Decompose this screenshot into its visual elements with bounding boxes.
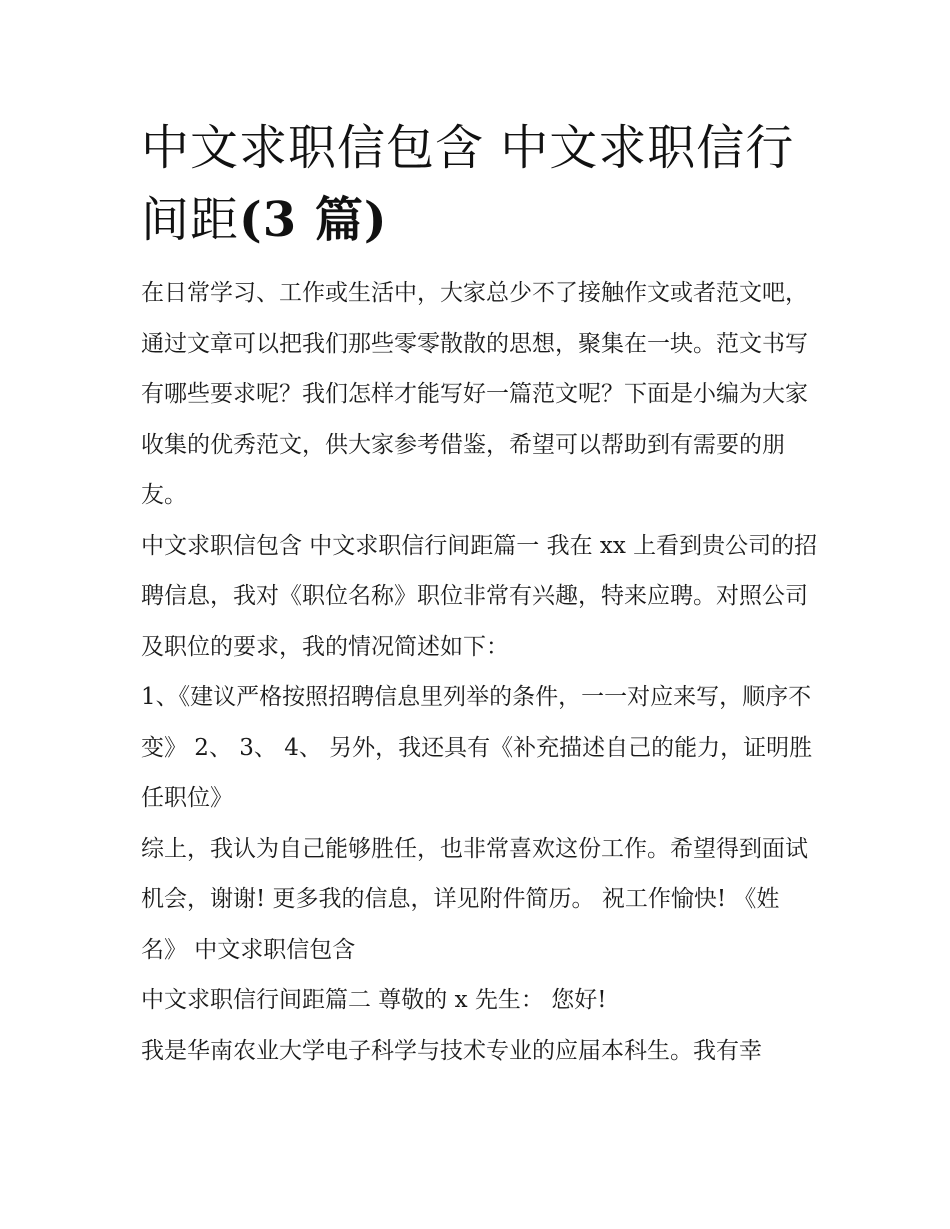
- document-content: [141, 112, 821, 1076]
- paragraph-qualifications: 1、《建议严格按照招聘信息里列举的条件，一一对应来写，顺序不变》 2、 3、 4、 另外，我还具有《补充描述自己的能力，证明胜任职位》: [141, 684, 813, 811]
- document-title: [141, 112, 821, 256]
- document-body: [141, 268, 821, 1076]
- paragraph-letter-two-greeting: 中文求职信行间距篇二 尊敬的 x 先生： 您好!: [141, 987, 607, 1013]
- paragraph-intro: 在日常学习、工作或生活中，大家总少不了接触作文或者范文吧，通过文章可以把我们那些零零散散的思想，聚集在一块。范文书写有哪些要求呢？我们怎样才能写好一篇范文呢？下面是小编为大家收集的优秀范文，供大家参考借鉴，希望可以帮助到有需要的朋友。: [141, 280, 808, 508]
- title-text: 中文求职信包含 中文求职信行间距: [141, 120, 795, 248]
- title-count: (3 篇): [239, 192, 388, 248]
- paragraph-closing: 综上，我认为自己能够胜任，也非常喜欢这份工作。希望得到面试机会，谢谢! 更多我的信息，详见附件简历。 祝工作愉快! 《姓名》 中文求职信包含: [141, 835, 808, 963]
- paragraph-letter-two-intro: 我是华南农业大学电子科学与技术专业的应届本科生。我有幸: [141, 1037, 762, 1064]
- paragraph-letter-one-opening: 中文求职信包含 中文求职信行间距篇一 我在 xx 上看到贵公司的招聘信息，我对《职位名称》职位非常有兴趣，特来应聘。对照公司及职位的要求，我的情况简述如下：: [141, 532, 818, 660]
